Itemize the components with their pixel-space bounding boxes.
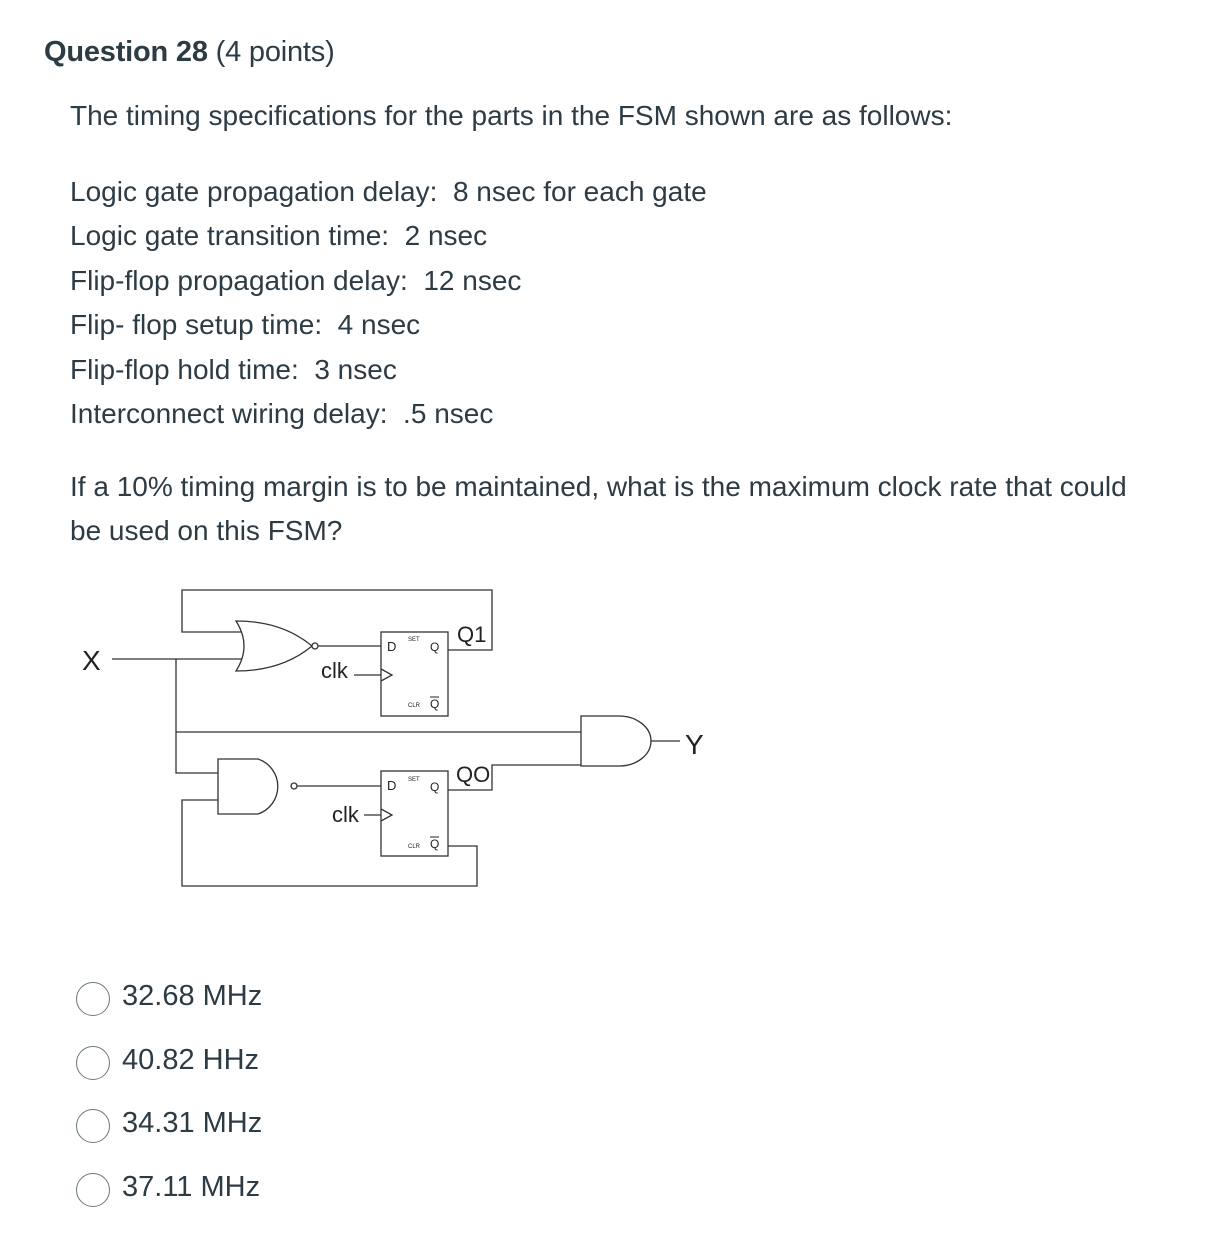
answer-label: 32.68 MHz (122, 980, 263, 1012)
question-title: Question 28 (44, 36, 208, 68)
nand-gate (218, 759, 297, 814)
wire-x-branch (176, 659, 222, 773)
spec-ff-hold: Flip-flop hold time: 3 nsec (70, 353, 397, 385)
ff1-q-label: Q (430, 640, 440, 654)
answer-option-2[interactable] (76, 1032, 262, 1096)
spec-ff-delay: Flip-flop propagation delay: 12 nsec (70, 264, 522, 296)
clk-bottom-label: clk (332, 802, 359, 827)
question-points: (4 points) (215, 36, 335, 68)
clk-top-label: clk (321, 658, 348, 683)
ff1-set-label: SET (408, 637, 420, 643)
output-y-label: Y (685, 729, 704, 760)
ff1-qbar-label: Q (430, 697, 440, 711)
answer-label: 40.82 HHz (122, 1043, 260, 1076)
spec-ff-setup: Flip- flop setup time: 4 nsec (70, 309, 421, 341)
ff0-d-label: D (387, 778, 397, 793)
radio-button[interactable] (76, 1046, 110, 1080)
spec-gate-transition: Logic gate transition time: 2 nsec (70, 220, 488, 252)
ff0-qbar-label: Q (430, 837, 440, 851)
answer-option-4[interactable] (76, 1159, 262, 1223)
ff1-clr-label: CLR (408, 703, 421, 709)
answer-label: 34.31 MHz (122, 1107, 263, 1139)
answer-option-1[interactable] (76, 968, 262, 1032)
ff0-clr-label: CLR (408, 844, 421, 850)
answer-label: 37.11 MHz (122, 1170, 261, 1203)
ff0-q-label: Q (430, 780, 440, 794)
radio-button[interactable] (76, 1173, 110, 1207)
spec-wiring-delay: Interconnect wiring delay: .5 nsec (70, 398, 494, 430)
radio-button[interactable] (76, 1109, 110, 1143)
nor-gate (236, 621, 318, 671)
radio-button[interactable] (76, 982, 110, 1016)
and-gate (581, 716, 651, 766)
q0-label: QO (456, 762, 491, 787)
q1-label: Q1 (457, 622, 487, 647)
spec-gate-delay: Logic gate propagation delay: 8 nsec for each gate (70, 176, 707, 207)
question-prompt: The timing specifications for the parts in the FSM shown are as follows: (70, 100, 953, 131)
input-x-label: X (82, 645, 101, 676)
ff0-set-label: SET (408, 777, 420, 783)
question-text: If a 10% timing margin is to be maintained, what is the maximum clock rate that could be used on this FSM? (70, 471, 1127, 546)
ff1-d-label: D (387, 639, 397, 654)
answer-option-3[interactable] (76, 1095, 262, 1159)
answer-choices (76, 968, 262, 1222)
